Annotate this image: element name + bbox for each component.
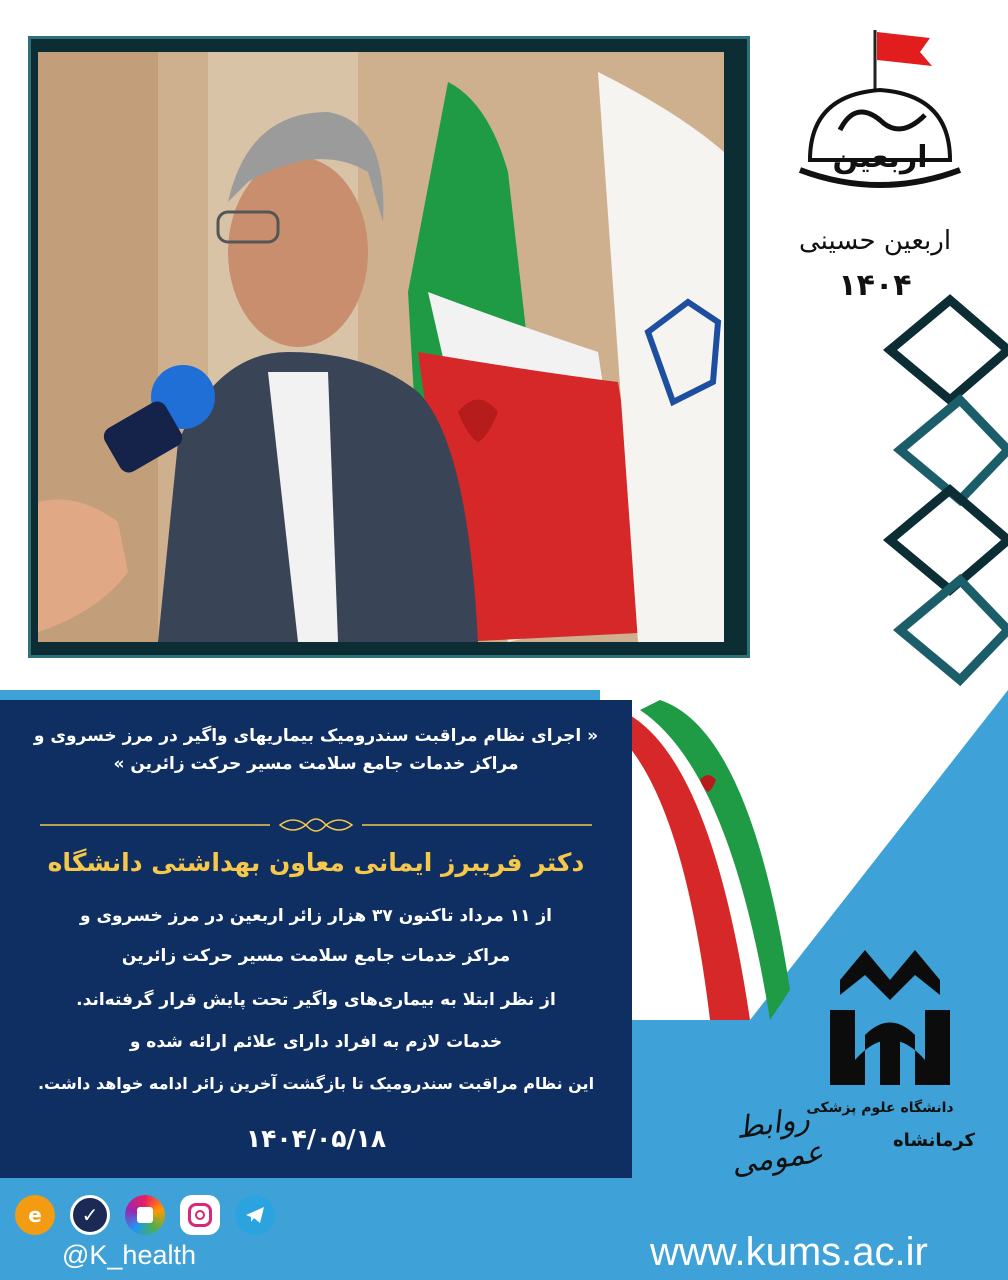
- arbaeen-logo-icon: [780, 20, 980, 220]
- arbaeen-calligraphy: اربعین: [832, 140, 928, 175]
- headline: [10, 722, 622, 778]
- date: ۱۴۰۴/۰۵/۱۸: [245, 1124, 387, 1153]
- bale-icon[interactable]: [125, 1195, 165, 1235]
- body-line: از نظر ابتلا به بیماری‌های واگیر تحت پایش قرار گرفته‌اند.: [76, 990, 556, 1010]
- headline-line-2: مراکز خدمات جامع سلامت مسیر حرکت زائرین »: [113, 754, 519, 774]
- body-line: مراکز خدمات جامع سلامت مسیر حرکت زائرین: [121, 946, 511, 966]
- geometric-pattern: [880, 290, 1008, 690]
- arbaeen-year: ۱۴۰۴: [838, 268, 912, 303]
- telegram-icon[interactable]: [235, 1195, 275, 1235]
- news-photo: [38, 52, 724, 642]
- university-name-line-2: کرمانشاه: [892, 1130, 975, 1151]
- instagram-icon[interactable]: [180, 1195, 220, 1235]
- arbaeen-emblem: [780, 20, 980, 220]
- ornament-divider: [10, 818, 622, 832]
- university-logo-icon: [825, 940, 955, 1090]
- eitaa-icon[interactable]: e: [15, 1195, 55, 1235]
- body-line: خدمات لازم به افراد دارای علائم ارائه شده و: [129, 1032, 503, 1052]
- social-handle[interactable]: @K_health: [62, 1240, 196, 1270]
- arbaeen-title: اربعین حسینی: [798, 226, 952, 256]
- body-line: از ۱۱ مرداد تاکنون ۳۷ هزار زائر اربعین در مرز خسروی و: [79, 906, 553, 926]
- rubika-check-icon[interactable]: ✓: [70, 1195, 110, 1235]
- subtitle: دکتر فریبرز ایمانی معاون بهداشتی دانشگاه: [47, 848, 585, 877]
- public-relations-signature: روابط عمومی: [729, 1101, 826, 1183]
- website-link[interactable]: www.kums.ac.ir: [650, 1230, 928, 1274]
- university-name-line-1: دانشگاه علوم پزشکی: [806, 1100, 954, 1116]
- headline-line-1: « اجرای نظام مراقبت سندرومیک بیماریهای واگیر در مرز خسروی و: [33, 726, 599, 746]
- photo-illustration: [38, 52, 724, 642]
- body-line: این نظام مراقبت سندرومیک تا بازگشت آخرین زائر ادامه خواهد داشت.: [37, 1074, 595, 1093]
